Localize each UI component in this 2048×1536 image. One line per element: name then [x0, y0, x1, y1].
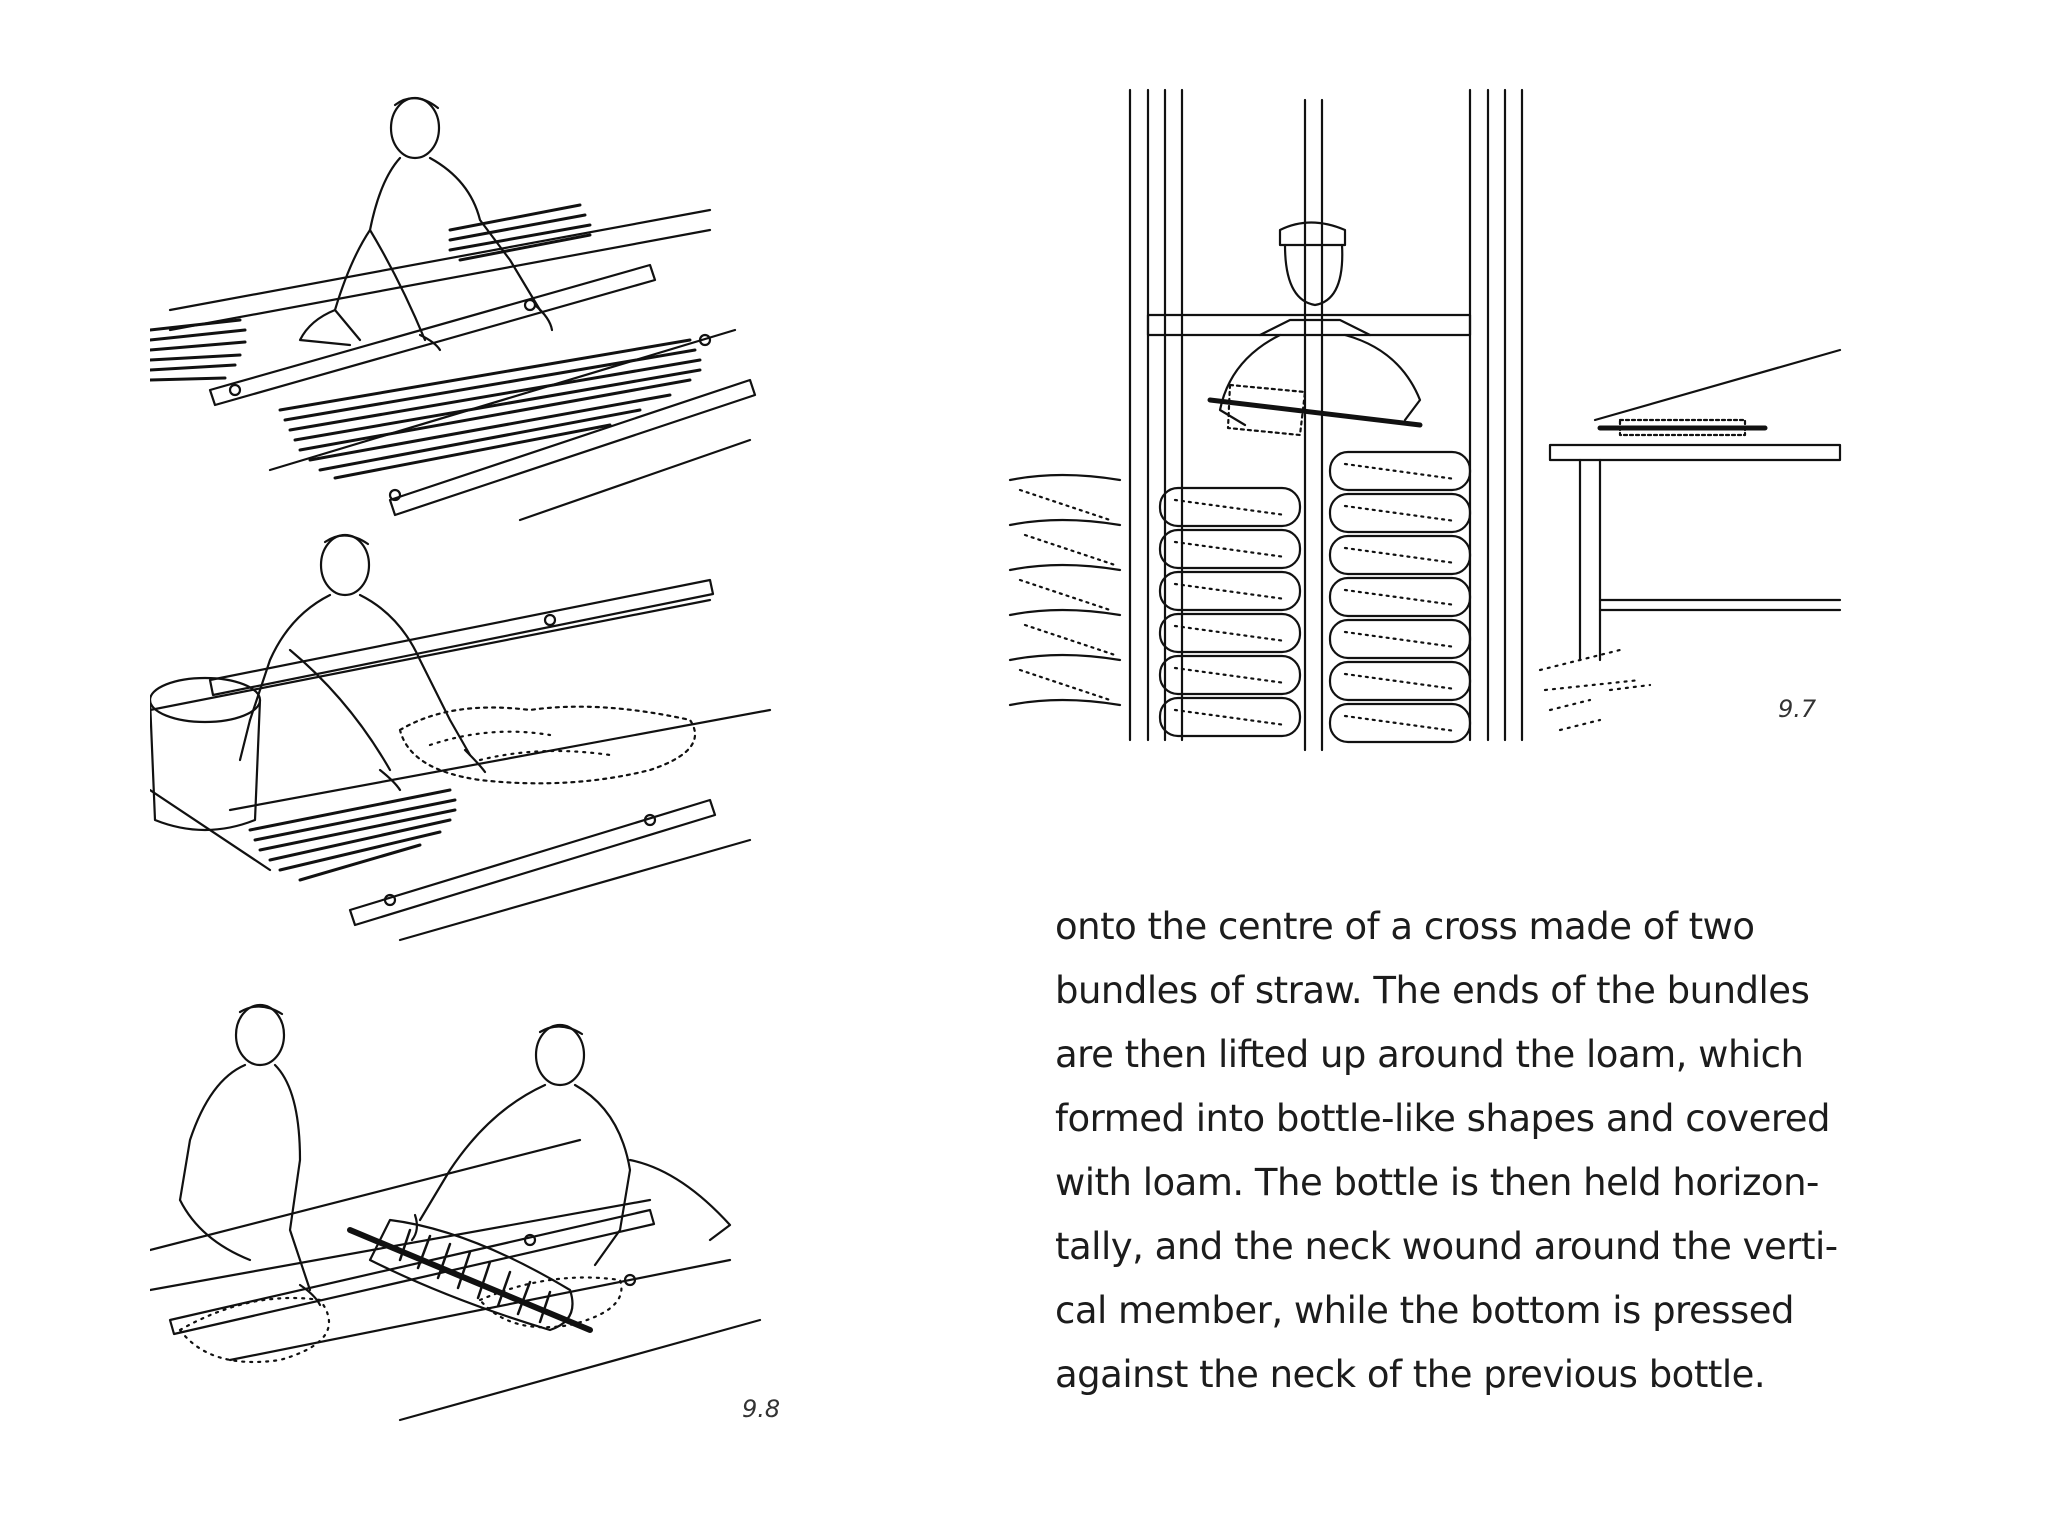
body-paragraph [1055, 895, 1855, 1407]
text-line: formed into bottle-like shapes and covered [1055, 1097, 1830, 1140]
text-line: bundles of straw. The ends of the bundles [1055, 969, 1810, 1012]
panel-loam-spreading [150, 535, 770, 940]
panel-bottle-rolling [150, 1005, 760, 1420]
text-line: cal member, while the bottom is pressed [1055, 1289, 1795, 1332]
figure-number-9-7: 9.7 [1778, 695, 1817, 723]
figure-number-9-8: 9.8 [742, 1395, 781, 1423]
side-table [1550, 350, 1840, 660]
bottle-stack-right [1330, 452, 1470, 742]
text-line: onto the centre of a cross made of two [1055, 905, 1755, 948]
bottle-stack-left [1010, 475, 1120, 705]
figure-9-8-illustration [150, 80, 800, 1440]
figure-9-7-illustration [1000, 80, 1860, 760]
text-line: tally, and the neck wound around the verti- [1055, 1225, 1838, 1268]
text-line: are then lifted up around the loam, which [1055, 1033, 1804, 1076]
text-line: with loam. The bottle is then held horizon- [1055, 1161, 1819, 1204]
worker-figure [1220, 223, 1420, 426]
panel-straw-laying [150, 98, 755, 520]
text-line: against the neck of the previous bottle. [1055, 1353, 1766, 1396]
